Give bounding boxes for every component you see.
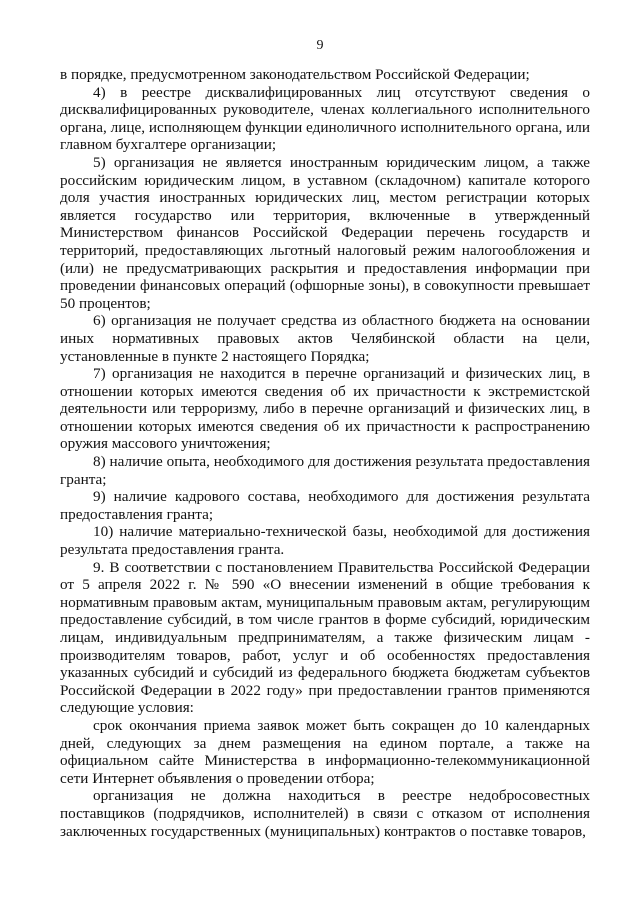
paragraph: 4) в реестре дисквалифицированных лиц отсутствуют сведения о дисквалифицированных руководителе, членах коллегиального исполнительного органа, лице, исполняющем функции единоличного исполнительного органа, или главном бухгалтере организации; xyxy=(60,83,590,154)
paragraph: 10) наличие материально-технической базы, необходимой для достижения результата предоставления гранта. xyxy=(60,523,590,559)
paragraph: 7) организация не находится в перечне организаций и физических лиц, в отношении которых имеются сведения об их причастности к экстремистской деятельности или терроризму, либо в перечне организаций и физических лиц, в отношении которых имеются сведения об их причастности к распространению оружия массового уничтожения; xyxy=(60,365,590,453)
document-body xyxy=(60,66,590,840)
paragraph: в порядке, предусмотренном законодательством Российской Федерации; xyxy=(60,66,530,83)
paragraph: 9) наличие кадрового состава, необходимого для достижения результата предоставления гранта; xyxy=(60,488,590,523)
page-number: 9 xyxy=(316,38,324,53)
paragraph: 6) организация не получает средства из областного бюджета на основании иных нормативных правовых актов Челябинской области на цели, установленные в пункте 2 настоящего Порядка; xyxy=(60,312,590,365)
paragraph: 9. В соответствии с постановлением Правительства Российской Федерации от 5 апреля 2022 г. № 590 «О внесении изменений в общие требования к нормативным правовым актам, муниципальным правовым актам, регулирующим предоставление субсидий, в том числе грантов в форме субсидий, юридическим лицам, индивидуальным предпринимателям, а также физическим лицам - производителям товаров, работ, услуг и об особенностях предоставления указанных субсидий и субсидий из федерального бюджета бюджетам субъектов Российской Федерации в 2022 году» при предоставлении грантов применяются следующие условия: xyxy=(60,558,590,717)
paragraph: срок окончания приема заявок может быть сокращен до 10 календарных дней, следующих за днем размещения на едином портале, а также на официальном сайте Министерства в информационно-телекоммуникационной сети Интернет объявления о проведении отбора; xyxy=(60,716,590,787)
paragraph: организация не должна находиться в реестре недобросовестных поставщиков (подрядчиков, исполнителей) в связи с отказом от исполнения заключенных государственных (муниципальных) контрактов о поставке товаров, xyxy=(60,787,590,840)
paragraph: 5) организация не является иностранным юридическим лицом, а также российским юридическим лицом, в уставном (складочном) капитале которого доля участия иностранных юридических лиц, местом регистрации которых является государство или территория, включенные в утвержденный Министерством финансов Российской Федерации перечень государств и территорий, предоставляющих льготный налоговый режим налогообложения и (или) не предусматривающих раскрытия и предоставления информации при проведении финансовых операций (офшорные зоны), в совокупности превышает 50 процентов; xyxy=(60,153,590,312)
paragraph: 8) наличие опыта, необходимого для достижения результата предоставления гранта; xyxy=(60,453,590,488)
